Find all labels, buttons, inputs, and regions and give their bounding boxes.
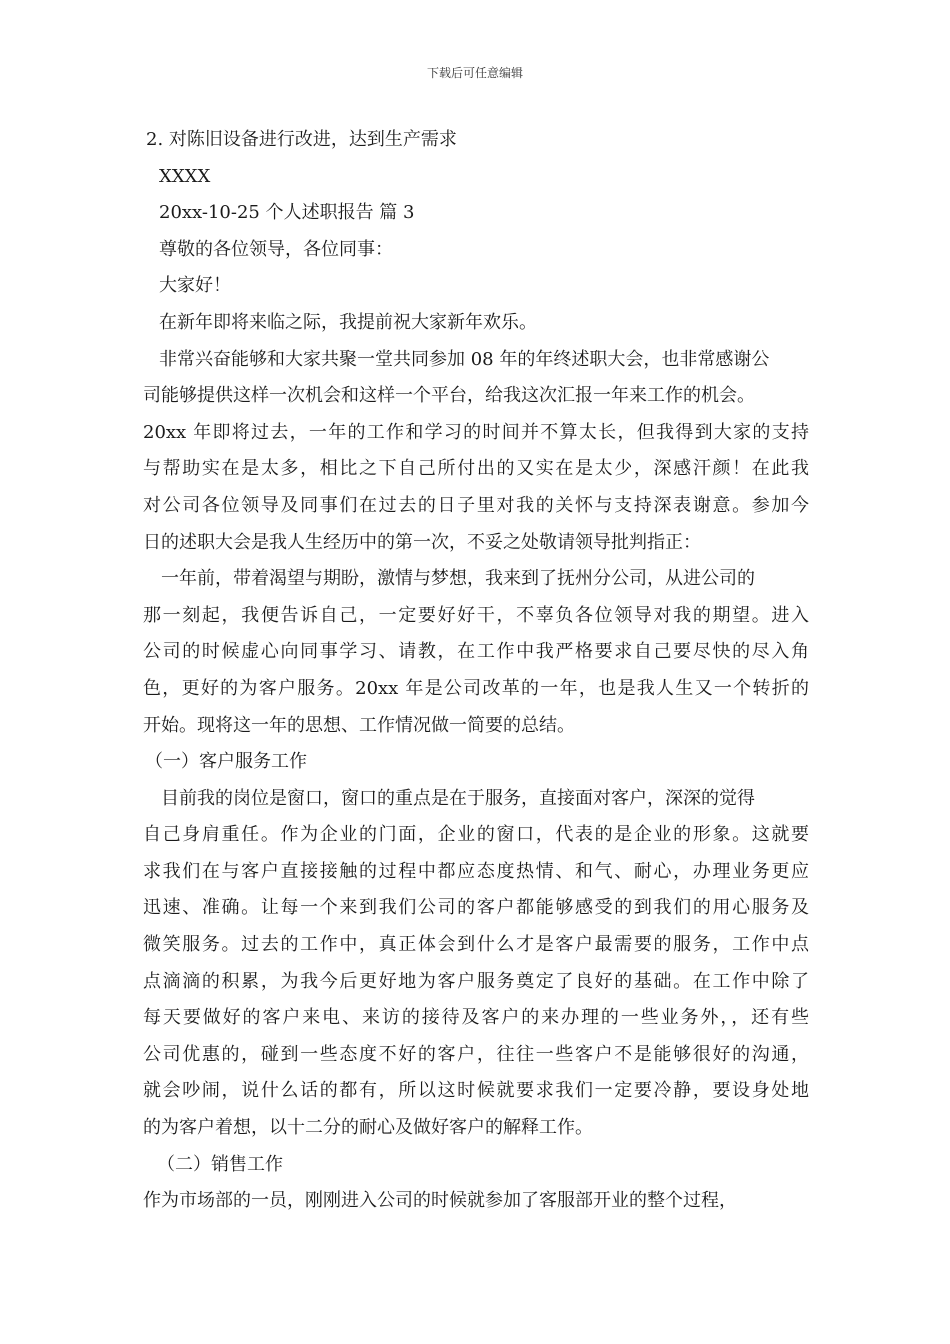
text-line: 一年前，带着渴望与期盼，激情与梦想，我来到了抚州分公司，从进公司的 [161,568,755,590]
text-line: 自己身肩重任。作为企业的门面，企业的窗口，代表的是企业的形象。这就要 [143,824,809,846]
text-line: 点滴滴的积累，为我今后更好地为客户服务奠定了良好的基础。在工作中除了 [143,970,809,992]
text-line: 的为客户着想，以十二分的耐心及做好客户的解释工作。 [143,1117,593,1139]
text-line: 公司的时候虚心向同事学习、请教，在工作中我严格要求自己要尽快的尽入角 [143,641,809,663]
text-line: 20xx 年即将过去，一年的工作和学习的时间并不算太长，但我得到大家的支持 [143,421,809,443]
text-line: 对公司各位领导及同事们在过去的日子里对我的关怀与支持深表谢意。参加今 [143,494,809,516]
text-line: XXXX [159,165,211,187]
text-line: 日的述职大会是我人生经历中的第一次，不妥之处敬请领导批判指正： [143,531,701,553]
text-line: 每天要做好的客户来电、来访的接待及客户的来办理的一些业务外，，还有些 [143,1007,809,1029]
text-line: 作为市场部的一员，刚刚进入公司的时候就参加了客服部开业的整个过程， [143,1190,737,1212]
text-line: 迅速、准确。让每一个来到我们公司的客户都能够感受的到我们的用心服务及 [143,897,809,919]
page-header: 下载后可任意编辑 [426,66,523,80]
text-line: 非常兴奋能够和大家共聚一堂共同参加 08 年的年终述职大会，也非常感谢公 [159,348,770,370]
text-line: 那一刻起，我便告诉自己，一定要好好干，不辜负各位领导对我的期望。进入 [143,604,809,626]
text-line: 尊敬的各位领导，各位同事： [159,238,393,260]
section-heading: （一）客户服务工作 [145,751,307,773]
text-line: 公司优惠的，碰到一些态度不好的客户，往往一些客户不是能够很好的沟通， [143,1043,809,1065]
text-line: 开始。现将这一年的思想、工作情况做一简要的总结。 [143,714,575,736]
text-line: 目前我的岗位是窗口，窗口的重点是在于服务，直接面对客户，深深的觉得 [161,787,755,809]
text-line: 求我们在与客户直接接触的过程中都应态度热情、和气、耐心，办理业务更应 [143,860,809,882]
section-heading: （二）销售工作 [157,1153,283,1175]
text-line: 在新年即将来临之际，我提前祝大家新年欢乐。 [159,311,537,333]
text-line: 20xx-10-25 个人述职报告 篇 3 [159,202,415,224]
text-line: 大家好！ [159,275,231,297]
document-body [143,122,809,1220]
text-line: 与帮助实在是太多，相比之下自己所付出的又实在是太少，深感汗颜！在此我 [143,458,809,480]
text-line: 色，更好的为客户服务。20xx 年是公司改革的一年，也是我人生又一个转折的 [143,677,809,699]
text-line: 就会吵闹，说什么话的都有，所以这时候就要求我们一定要冷静，要设身处地 [143,1080,809,1102]
text-line: 司能够提供这样一次机会和这样一个平台，给我这次汇报一年来工作的机会。 [143,385,755,407]
text-line: 2. 对陈旧设备进行改进，达到生产需求 [146,129,457,150]
text-line: 微笑服务。过去的工作中，真正体会到什么才是客户最需要的服务，工作中点 [143,934,809,956]
